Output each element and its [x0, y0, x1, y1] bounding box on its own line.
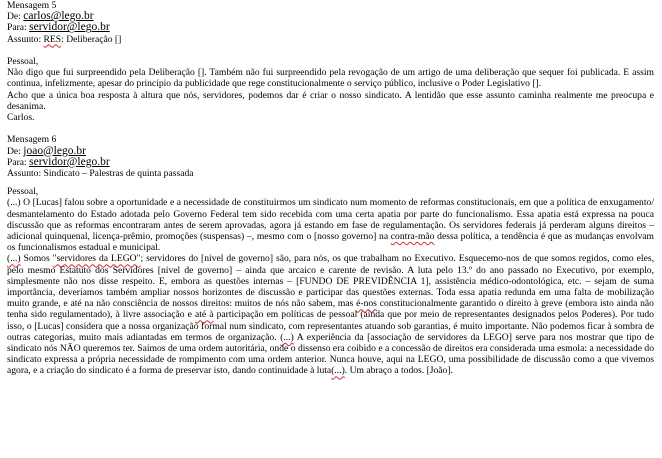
- from-line: De: carlos@lego.br: [7, 10, 94, 23]
- to-line: Para: servidor@lego.br: [7, 21, 110, 34]
- from-line: De: joao@lego.br: [7, 144, 86, 157]
- message-5-header: [7, 0, 654, 45]
- paragraph: (...) O [Lucas] falou sobre a oportunidade e a necessidade de constituirmos um sindicato num momento de reformas constitucionais, em que a política de enxugamento/ desmantelamento do Estado adotada pelo Governo Federal tem sido recebida com uma certa apatia por parte do funcionalismo. Essa apatia está expressa na pouca discussão que as reformas encontraram antes de serem aprovadas, agora já estando em fase de regulamentação. Os servidores federais já perderam alguns direitos – adicional quinquenal, licença-prêmio, promoções (suspensas) –, mesmo com o [nosso governo] na contra-mão dessa política, a tendência é que as mudanças envolvam os funcionalismos estadual e municipal.: [7, 197, 655, 254]
- from-email-link[interactable]: joao@lego.br: [23, 144, 86, 157]
- subject-line: Assunto: RES: Deliberação []: [7, 33, 122, 45]
- message-5-body: [7, 56, 654, 123]
- paragraph: Não digo que fui surpreendido pela Deliberação []. Também não fui surpreendido pela revogação de um artigo de uma deliberação que sequer foi publicada. E assim continua, infelizmente, apesar do princípio da publicidade que rege constitucionalmente o serviço público, inclusive o Poder Legislativo [].: [7, 67, 654, 90]
- to-line: Para: servidor@lego.br: [7, 155, 110, 168]
- message-title: Mensagem 5: [7, 0, 57, 11]
- message-6-header: [7, 134, 654, 179]
- message-title: Mensagem 6: [7, 134, 57, 146]
- greeting: Pessoal,: [7, 186, 39, 198]
- message-6-body: [7, 186, 654, 376]
- greeting: Pessoal,: [7, 56, 39, 67]
- to-email-link[interactable]: servidor@lego.br: [29, 155, 110, 168]
- to-email-link[interactable]: servidor@lego.br: [29, 21, 110, 34]
- paragraph: (...) Somos "servidores da LEGO"; servidores do [nível de governo] são, para nós, os que trabalham no Executivo. Esquecemo-nos de que somos regidos, como eles, pelo mesmo Estatuto dos Servidores [nível de governo] – ainda que arcaico e carente de revisão. A luta pelo 13.º do ano passado no Executivo, por exemplo, simplesmente não nos disse respeito. E, embora as questões internas – [FUNDO DE PREVIDÊNCIA 1], assistência médico-odontológica, etc. – sejam de suma importância, deveríamos também ampliar nossos horizontes de discussão e participar das questões externas. Toda essa apatia redunda em uma falta de mobilização muito grande, e até na não consciência de nossos direitos: muitos de nós não sabem, mas é-nos constitucionalmente garantido o direito à greve (embora isto ainda não tenha sido regulamentado), à livre associação e até à participação em políticas de pessoal (ainda que por meio de representantes designados pelos Poderes). Por tudo isso, o [Lucas] considera que a nossa organização formal num sindicato, com representantes atuando sob garantias, é muito importante. Não podemos ficar à sombra de outras categorias, muito mais adiantadas em termos de organização. (...) A experiência da [associação de servidores da LEGO] serve para nos mostrar que tipo de sindicato nós NÃO queremos ter. Saímos de uma ordem autoritária, onde o dissenso era coibido e a concessão de direitos era considerada uma esmola: a necessidade do sindicato expressa a própria necessidade de rompimento com uma ordem anterior. Nunca houve, aqui na LEGO, uma possibilidade de discussão como a que vivemos agora, e a criação do sindicato é a forma de preservar isto, dando continuidade à luta(...). Um abraço a todos. [João].: [7, 253, 654, 377]
- signature: Carlos.: [7, 112, 35, 124]
- from-email-link[interactable]: carlos@lego.br: [23, 10, 94, 23]
- paragraph: Acho que a única boa resposta à altura que nós, servidores, podemos dar é criar o nosso sindicato. A lentidão que esse assunto caminha realmente me preocupa e desanima.: [7, 89, 654, 112]
- subject-line: Assunto: Sindicato – Palestras de quinta passada: [7, 168, 194, 180]
